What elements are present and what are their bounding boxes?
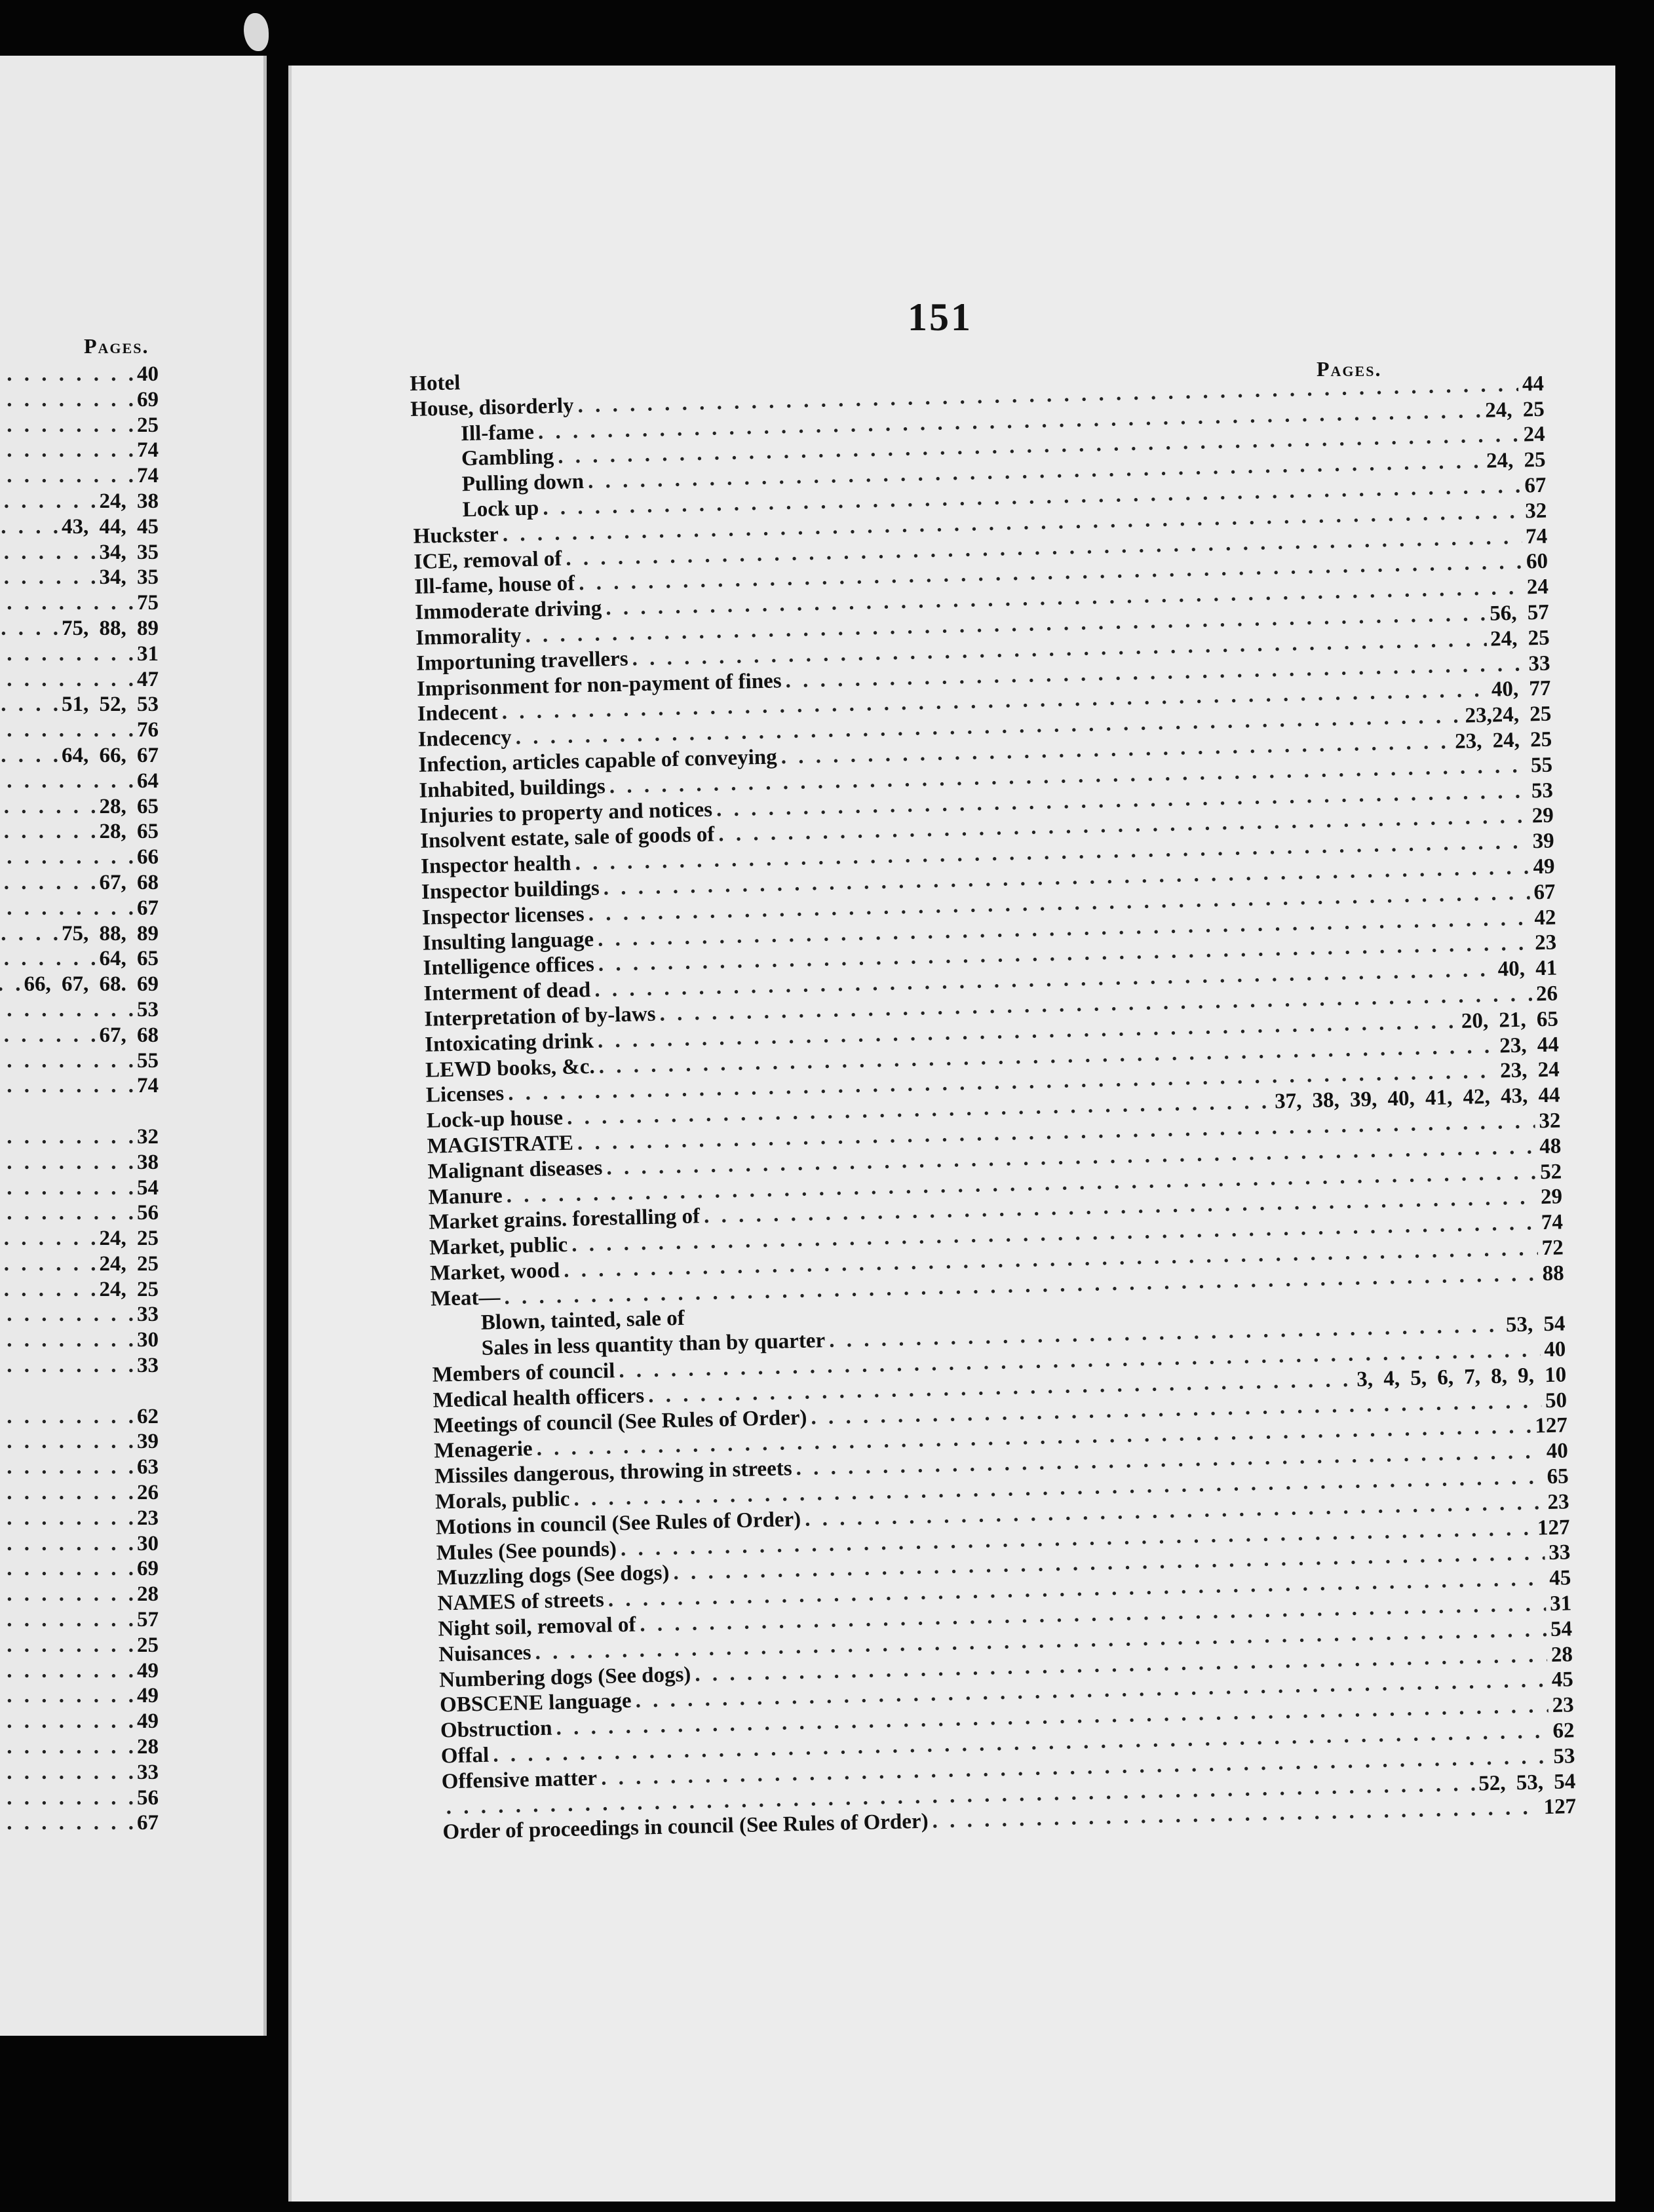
page-refs: 32 <box>1538 1109 1561 1134</box>
page-refs: 127 <box>1535 1413 1568 1438</box>
index-term: Menagerie <box>433 1437 533 1464</box>
left-index-row <box>0 1761 159 1786</box>
index-term: Meat— <box>430 1285 501 1311</box>
page-refs: 74 <box>137 1074 159 1098</box>
dot-leader <box>0 1023 100 1048</box>
page-refs: 33 <box>137 1760 159 1784</box>
index-term: Inspector health <box>420 851 571 879</box>
dot-leader <box>0 1151 137 1175</box>
page-refs: 44 <box>1522 372 1545 396</box>
left-index-row <box>0 1786 159 1812</box>
page-refs: 45 <box>1551 1668 1574 1692</box>
dot-leader <box>0 1481 137 1505</box>
dot-leader <box>0 1557 137 1581</box>
index-term: Inspector licenses <box>421 902 585 930</box>
page-refs: 65 <box>1547 1464 1569 1489</box>
left-index-row <box>0 820 159 845</box>
page-refs: 32 <box>137 1124 159 1149</box>
left-index-row <box>0 1151 159 1176</box>
page-refs: 28, 65 <box>99 794 159 818</box>
dot-leader <box>0 1633 137 1658</box>
left-index-row <box>0 922 159 947</box>
index-term: Offensive matter <box>441 1766 598 1794</box>
left-index-row <box>0 1201 159 1227</box>
page-refs: 62 <box>137 1404 159 1428</box>
dot-leader <box>0 642 137 666</box>
dot-leader <box>0 896 137 921</box>
page-refs: 40 <box>137 362 159 386</box>
page-refs: 49 <box>137 1684 159 1708</box>
dot-leader <box>0 541 100 565</box>
left-index-row <box>0 668 159 693</box>
dot-leader <box>0 1786 137 1810</box>
page-refs: 127 <box>1543 1795 1577 1820</box>
page-number: 151 <box>908 296 972 339</box>
page-refs: 23 <box>137 1506 159 1530</box>
page-refs: 31 <box>1549 1592 1572 1616</box>
right-pages-header: Pages. <box>1317 357 1382 381</box>
dot-leader <box>0 464 137 488</box>
left-index-row <box>0 1074 159 1099</box>
page-refs: 48 <box>1539 1134 1562 1158</box>
dot-leader <box>0 972 24 997</box>
index-term: Offal <box>440 1743 490 1768</box>
dot-leader <box>0 1354 137 1378</box>
left-index-row <box>0 1430 159 1455</box>
index-term: Insolvent estate, sale of goods of <box>419 822 715 854</box>
page-refs: 30 <box>137 1328 159 1352</box>
dot-leader <box>0 388 137 412</box>
index-term: Hotel <box>410 371 461 396</box>
dot-leader <box>0 769 137 793</box>
left-index-row <box>0 1506 159 1532</box>
left-index-row <box>0 1811 159 1837</box>
left-index-row <box>0 1557 159 1582</box>
page-refs: 127 <box>1537 1515 1570 1540</box>
left-index-row <box>0 693 159 718</box>
page-refs: 54 <box>1550 1617 1573 1641</box>
page-refs: 40 <box>1543 1337 1566 1362</box>
left-index-row <box>0 1176 159 1202</box>
page-refs: 64, 65 <box>99 947 159 971</box>
page-refs: 67, 68 <box>99 1023 159 1047</box>
page-refs: 24, 25 <box>1486 448 1546 473</box>
page-refs: 75 <box>137 591 159 615</box>
page-refs: 56, 57 <box>1489 600 1550 626</box>
page-refs: 33 <box>137 1354 159 1378</box>
dot-leader <box>0 1532 137 1556</box>
dot-leader <box>0 438 137 463</box>
left-index-row <box>0 413 159 439</box>
left-index-row <box>0 541 159 566</box>
page-refs: 31 <box>137 641 159 666</box>
page-refs: 23 <box>1552 1693 1575 1718</box>
left-index-row <box>0 769 159 795</box>
index-term: House, disorderly <box>410 394 574 421</box>
page-refs: 49 <box>137 1709 159 1734</box>
page-refs: 28 <box>1550 1642 1573 1667</box>
left-index-row <box>0 1354 159 1379</box>
index-term: Intoxicating drink <box>424 1029 594 1057</box>
index-term: Malignant diseases <box>427 1156 603 1184</box>
dot-leader <box>0 1684 137 1708</box>
page-refs: 23, 44 <box>1499 1032 1560 1058</box>
left-index-row <box>0 871 159 896</box>
page-refs: 24, 25 <box>99 1277 159 1301</box>
index-term: Lock up <box>462 496 539 522</box>
page-refs: 37, 38, 39, 40, 41, 42, 43, 44 <box>1274 1083 1560 1114</box>
left-index-row <box>0 1532 159 1557</box>
index-term: Infection, articles capable of conveying <box>418 745 778 777</box>
dot-leader <box>0 693 62 717</box>
index-term: Licenses <box>425 1082 505 1108</box>
dot-leader <box>0 1252 100 1276</box>
left-index-row <box>0 947 159 972</box>
dot-leader <box>0 1506 137 1531</box>
left-index-row <box>0 642 159 668</box>
left-index-row <box>0 718 159 744</box>
page-refs: 67 <box>1524 473 1547 498</box>
dot-leader <box>0 617 62 641</box>
page-refs: 74 <box>137 464 159 488</box>
dot-leader <box>0 515 62 539</box>
index-term: Insulting language <box>422 927 594 955</box>
left-index-row <box>0 1608 159 1633</box>
index-term: Medical health officers <box>433 1384 645 1413</box>
left-index-row <box>0 617 159 642</box>
dot-leader <box>0 947 100 971</box>
page-refs: 64, 66, 67 <box>62 743 159 767</box>
left-index-row <box>0 565 159 591</box>
page-refs: 53, 54 <box>1505 1312 1566 1337</box>
dot-leader <box>0 1709 137 1734</box>
index-term: Market grains. forestalling of <box>429 1204 701 1234</box>
left-page <box>0 56 267 2036</box>
dot-leader <box>0 820 100 844</box>
page-refs: 29 <box>1531 803 1554 828</box>
left-index-row <box>0 1735 159 1761</box>
index-term: Manure <box>428 1183 503 1210</box>
page-refs: 38 <box>137 1150 159 1174</box>
page-refs: 67 <box>137 896 159 920</box>
page-refs: 39 <box>137 1430 159 1454</box>
page-refs: 23 <box>1547 1490 1569 1514</box>
index-term: Meetings of council (See Rules of Order) <box>433 1405 807 1438</box>
page-refs: 76 <box>137 718 159 742</box>
left-index-row <box>0 1633 159 1659</box>
index-term: Market, wood <box>429 1259 560 1286</box>
page-refs: 74 <box>1541 1210 1564 1235</box>
page-refs: 28 <box>137 1582 159 1607</box>
page-refs: 25 <box>137 413 159 437</box>
left-index-row <box>0 1405 159 1430</box>
page-refs: 53 <box>1552 1744 1575 1768</box>
index-term: Immorality <box>415 624 522 650</box>
page-refs: 3, 4, 5, 6, 7, 8, 9, 10 <box>1356 1363 1567 1392</box>
page-refs: 74 <box>1525 524 1548 548</box>
page-refs: 54 <box>137 1175 159 1200</box>
page-refs: 26 <box>137 1481 159 1505</box>
left-index-row <box>0 388 159 413</box>
left-index-row <box>0 489 159 515</box>
page-refs: 49 <box>1533 854 1555 879</box>
page-refs: 49 <box>137 1658 159 1683</box>
page-refs: 62 <box>1552 1719 1575 1743</box>
left-index-row <box>0 1278 159 1303</box>
left-index-row <box>0 795 159 820</box>
left-index-row <box>0 744 159 769</box>
page-refs: 69 <box>137 1557 159 1581</box>
dot-leader <box>0 1735 137 1759</box>
index-term: MAGISTRATE <box>427 1131 574 1158</box>
index-term: Obstruction <box>440 1716 552 1743</box>
dot-leader <box>0 1125 137 1149</box>
index-term: Sales in less quantity than by quarter <box>481 1329 826 1361</box>
dot-leader <box>0 922 62 946</box>
page-refs: 66 <box>137 845 159 869</box>
index-term: Indecent <box>417 700 499 727</box>
page-refs: 52 <box>1539 1159 1562 1184</box>
page-refs: 88 <box>1542 1261 1565 1286</box>
index-term: Pulling down <box>461 470 585 497</box>
page-refs: 33 <box>1548 1540 1571 1565</box>
dot-leader <box>0 413 137 438</box>
page-refs: 63 <box>137 1455 159 1479</box>
left-index-row <box>0 1099 159 1125</box>
index-term: OBSCENE language <box>439 1689 632 1717</box>
index-term: Order of proceedings in council (See Rules of Order) <box>442 1810 929 1844</box>
left-pages-header: Pages. <box>84 334 149 358</box>
page-refs: 40, 77 <box>1491 676 1551 702</box>
index-term: Interpretation of by-laws <box>424 1002 656 1031</box>
index-term: Ill-fame, house of <box>414 571 575 600</box>
index-term: ICE, removal of <box>414 546 562 574</box>
index-term: Mules (See pounds) <box>436 1536 617 1565</box>
page-refs: 40 <box>1546 1439 1569 1464</box>
page-refs: 53 <box>1531 778 1554 803</box>
left-index-row <box>0 1582 159 1608</box>
dot-leader <box>0 1176 137 1200</box>
dot-leader <box>0 1608 137 1632</box>
dot-leader <box>0 718 137 742</box>
page-refs: 34, 35 <box>99 540 159 564</box>
dot-leader <box>0 591 137 615</box>
page-refs: 40, 41 <box>1497 956 1558 982</box>
dot-leader <box>0 1227 100 1251</box>
right-page <box>288 66 1615 2202</box>
page-refs: 28 <box>137 1735 159 1759</box>
index-term: Muzzling dogs (See dogs) <box>436 1561 670 1590</box>
page-refs: 24, 25 <box>1490 626 1550 651</box>
left-index-row <box>0 1709 159 1735</box>
page-refs: 24, 25 <box>1484 397 1545 423</box>
dot-leader <box>0 489 100 514</box>
page-refs: 47 <box>137 667 159 691</box>
left-index-row <box>0 1659 159 1685</box>
page-refs: 24 <box>1523 423 1546 447</box>
page-refs: 67 <box>1533 880 1556 905</box>
index-term: Gambling <box>461 445 554 471</box>
dot-leader <box>0 1405 137 1429</box>
index-term: Indecency <box>417 725 512 752</box>
left-index-row <box>0 1328 159 1354</box>
left-index-row <box>0 972 159 998</box>
index-term: Inspector buildings <box>421 876 600 904</box>
dot-leader <box>0 1430 137 1454</box>
dot-leader <box>0 744 62 768</box>
page-refs: 74 <box>137 438 159 463</box>
dot-leader <box>0 871 100 895</box>
left-index-row <box>0 362 159 388</box>
page-refs: 30 <box>137 1531 159 1555</box>
index-term: Numbering dogs (See dogs) <box>438 1662 691 1692</box>
page-refs: 28, 65 <box>99 820 159 844</box>
page-refs: 20, 21, 65 <box>1461 1007 1559 1033</box>
index-term: Morals, public <box>434 1487 570 1514</box>
left-index-column <box>0 362 159 1837</box>
dot-leader <box>0 1328 137 1352</box>
page-refs: 24, 25 <box>99 1227 159 1251</box>
left-index-row <box>0 591 159 617</box>
dot-leader <box>0 1455 137 1479</box>
left-index-row <box>0 845 159 871</box>
page-refs: 57 <box>137 1608 159 1632</box>
left-index-row <box>0 998 159 1023</box>
page-refs: 66, 67, 68. 69 <box>24 972 159 997</box>
page-refs: 29 <box>1540 1185 1563 1210</box>
index-term: LEWD books, &c. <box>425 1054 596 1082</box>
index-term: Market, public <box>429 1232 568 1260</box>
left-index-row <box>0 1227 159 1252</box>
dot-leader <box>0 565 100 590</box>
left-index-row <box>0 438 159 464</box>
left-index-row <box>0 1684 159 1709</box>
page-refs: 24, 25 <box>99 1251 159 1276</box>
left-index-row <box>0 1252 159 1278</box>
dot-leader <box>0 362 137 387</box>
index-term: Motions in council (See Rules of Order) <box>435 1507 801 1540</box>
page-refs: 23, 24, 25 <box>1454 727 1552 753</box>
left-index-row <box>0 1481 159 1506</box>
page-refs: 69 <box>137 387 159 411</box>
left-index-row <box>0 1303 159 1328</box>
index-term: Lock-up house <box>426 1106 564 1133</box>
page-refs: 75, 88, 89 <box>62 921 159 945</box>
index-term: Injuries to property and notices <box>419 797 713 828</box>
index-list <box>410 347 1577 1846</box>
page-refs: 56 <box>137 1785 159 1810</box>
index-term: Importuning travellers <box>415 647 628 676</box>
index-term: Huckster <box>413 522 499 548</box>
index-term: Imprisonment for non-payment of fines <box>416 668 782 701</box>
index-term: Missiles dangerous, throwing in streets <box>434 1457 792 1489</box>
index-term: Members of council <box>432 1359 615 1387</box>
index-term: Ill-fame <box>460 420 535 446</box>
index-term: Nuisances <box>438 1641 531 1667</box>
dot-leader <box>0 998 137 1022</box>
left-index-row <box>0 515 159 541</box>
dot-leader <box>0 668 137 692</box>
index-term: Immoderate driving <box>414 596 602 625</box>
left-index-row <box>0 1023 159 1049</box>
page-refs: 51, 52, 53 <box>62 693 159 717</box>
page-refs: 39 <box>1532 829 1555 854</box>
page-refs: 34, 35 <box>99 565 159 590</box>
index-term: Blown, tainted, sale of <box>480 1306 685 1335</box>
page-refs: 55 <box>1530 753 1553 778</box>
page-refs: 43, 44, 45 <box>62 514 159 539</box>
left-index-row <box>0 896 159 922</box>
page-refs: 72 <box>1541 1236 1564 1261</box>
page-refs: 24, 38 <box>99 489 159 513</box>
page-refs: 67, 68 <box>99 870 159 894</box>
page-refs: 23,24, 25 <box>1465 702 1552 728</box>
page-refs: 26 <box>1535 982 1558 1006</box>
page-refs: 53 <box>137 997 159 1021</box>
dot-leader <box>0 1074 137 1098</box>
page-refs: 45 <box>1548 1566 1571 1591</box>
dot-leader <box>0 1659 137 1683</box>
dot-leader <box>0 1049 137 1073</box>
left-index-row <box>0 1455 159 1481</box>
page-refs: 50 <box>1545 1388 1567 1413</box>
page-refs: 33 <box>1528 651 1550 676</box>
left-index-row <box>0 464 159 489</box>
dot-leader <box>0 1201 137 1225</box>
dot-leader <box>0 1811 137 1835</box>
dot-leader <box>0 1278 100 1302</box>
dot-leader <box>0 1303 137 1327</box>
dot-leader <box>0 1761 137 1785</box>
index-term: NAMES of streets <box>437 1588 605 1616</box>
left-index-row <box>0 1049 159 1075</box>
page-refs: 24 <box>1526 575 1549 600</box>
dust-speck <box>244 13 269 51</box>
page-refs: 42 <box>1533 906 1556 930</box>
page-refs: 60 <box>1526 550 1548 574</box>
dot-leader <box>0 845 137 869</box>
page-refs: 56 <box>137 1201 159 1225</box>
dot-leader <box>0 795 100 819</box>
page-refs: 33 <box>137 1303 159 1327</box>
page-refs: 75, 88, 89 <box>62 616 159 640</box>
left-index-row <box>0 1379 159 1405</box>
page-refs: 67 <box>137 1811 159 1835</box>
page-refs: 32 <box>1524 499 1547 524</box>
page-refs: 55 <box>137 1048 159 1073</box>
page-refs: 64 <box>137 769 159 793</box>
index-term: Inhabited, buildings <box>419 774 606 803</box>
page-refs: 23 <box>1534 930 1557 955</box>
page-refs: 23, 24 <box>1499 1058 1560 1083</box>
index-term: Intelligence offices <box>423 953 595 981</box>
index-term: Night soil, removal of <box>438 1612 636 1641</box>
left-index-row <box>0 1125 159 1151</box>
index-term: Interment of dead <box>423 978 591 1006</box>
dot-leader <box>0 1582 137 1607</box>
page-refs: 52, 53, 54 <box>1478 1769 1576 1796</box>
page-refs: 25 <box>137 1633 159 1657</box>
